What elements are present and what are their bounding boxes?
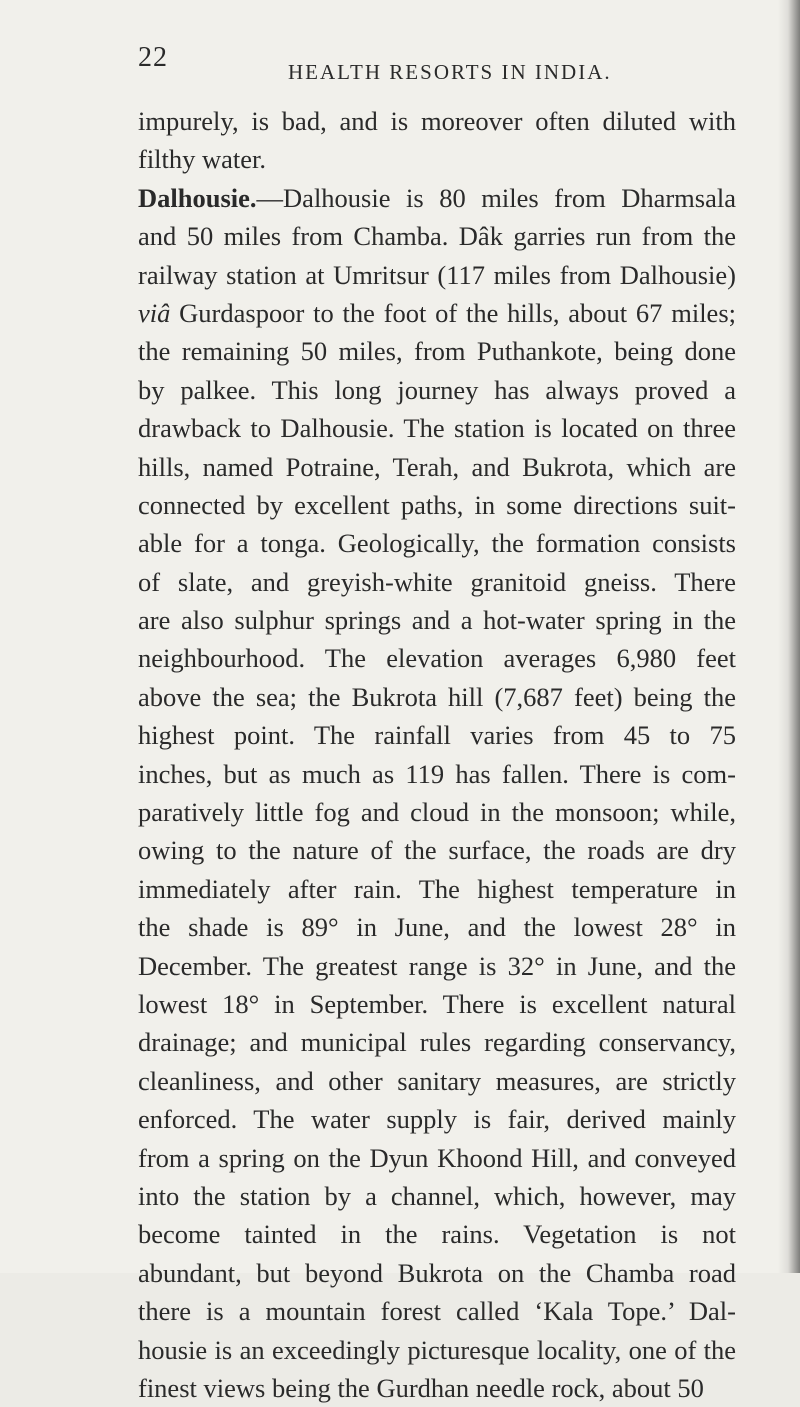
text-line: December. The greatest range is 32° in June, and the (138, 950, 736, 981)
text-line: are also sulphur springs and a hot-water spring in the (138, 605, 736, 636)
text-line: by palkee. This long journey has always proved a (138, 374, 736, 405)
text-line: lowest 18° in September. There is excellent natural (138, 988, 736, 1019)
text-line: finest views being the Gurdhan needle rock, about 50 (138, 1372, 704, 1403)
text-line: housie is an exceedingly picturesque locality, one of the (138, 1334, 736, 1365)
text-line: paratively little fog and cloud in the monsoon; while, (138, 797, 736, 828)
text-line: into the station by a channel, which, however, may (138, 1180, 736, 1211)
text-line: connected by excellent paths, in some directions suit- (138, 489, 736, 520)
text-line: and 50 miles from Chamba. Dâk garries run from the (138, 221, 736, 252)
text-line-section-start (138, 179, 736, 217)
text-line: able for a tonga. Geologically, the formation consists (138, 528, 736, 559)
text-line: inches, but as much as 119 has fallen. There is com- (138, 758, 736, 789)
page-number: 22 (138, 42, 168, 73)
body-text (138, 102, 736, 1407)
text-line: above the sea; the Bukrota hill (7,687 feet) being the (138, 681, 736, 712)
text-line: the remaining 50 miles, from Puthankote, being done (138, 336, 736, 367)
text-line: cleanliness, and other sanitary measures, are strictly (138, 1065, 736, 1096)
page-edge-shadow (778, 0, 800, 1273)
text-line: impurely, is bad, and is moreover often diluted with (138, 106, 736, 136)
text-line: enforced. The water supply is fair, derived mainly (138, 1104, 736, 1135)
text-line: become tainted in the rains. Vegetation is not (138, 1219, 736, 1250)
text-line: from a spring on the Dyun Khoond Hill, and conveyed (138, 1142, 736, 1173)
text-line: drawback to Dalhousie. The station is located on three (138, 413, 736, 444)
text-line: highest point. The rainfall varies from 45 to 75 (138, 720, 736, 751)
text-line: owing to the nature of the surface, the roads are dry (138, 835, 736, 866)
text-line: of slate, and greyish-white granitoid gneiss. There (138, 566, 736, 597)
text-line: filthy water. (138, 144, 267, 175)
running-head: HEALTH RESORTS IN INDIA. (288, 60, 612, 84)
text-line: abundant, but beyond Bukrota on the Chamba road (138, 1257, 736, 1288)
section-heading-dalhousie: Dalhousie. (138, 182, 257, 213)
text-fragment: —Dalhousie is 80 miles from Dharmsala (256, 182, 736, 213)
italic-via: viâ (138, 297, 171, 328)
text-line-via (138, 294, 736, 332)
text-line: hills, named Potraine, Terah, and Bukrota, which are (138, 451, 736, 482)
text-line: neighbourhood. The elevation averages 6,980 feet (138, 643, 736, 674)
text-line: immediately after rain. The highest temperature in (138, 873, 736, 904)
text-line: the shade is 89° in June, and the lowest 28° in (138, 912, 736, 943)
text-line: there is a mountain forest called ‘Kala Tope.’ Dal- (138, 1296, 736, 1327)
text-line: railway station at Umritsur (117 miles from Dalhousie) (138, 259, 736, 290)
text-line: drainage; and municipal rules regarding conservancy, (138, 1027, 736, 1058)
text-fragment: Gurdaspoor to the foot of the hills, about 67 miles; (170, 297, 736, 328)
